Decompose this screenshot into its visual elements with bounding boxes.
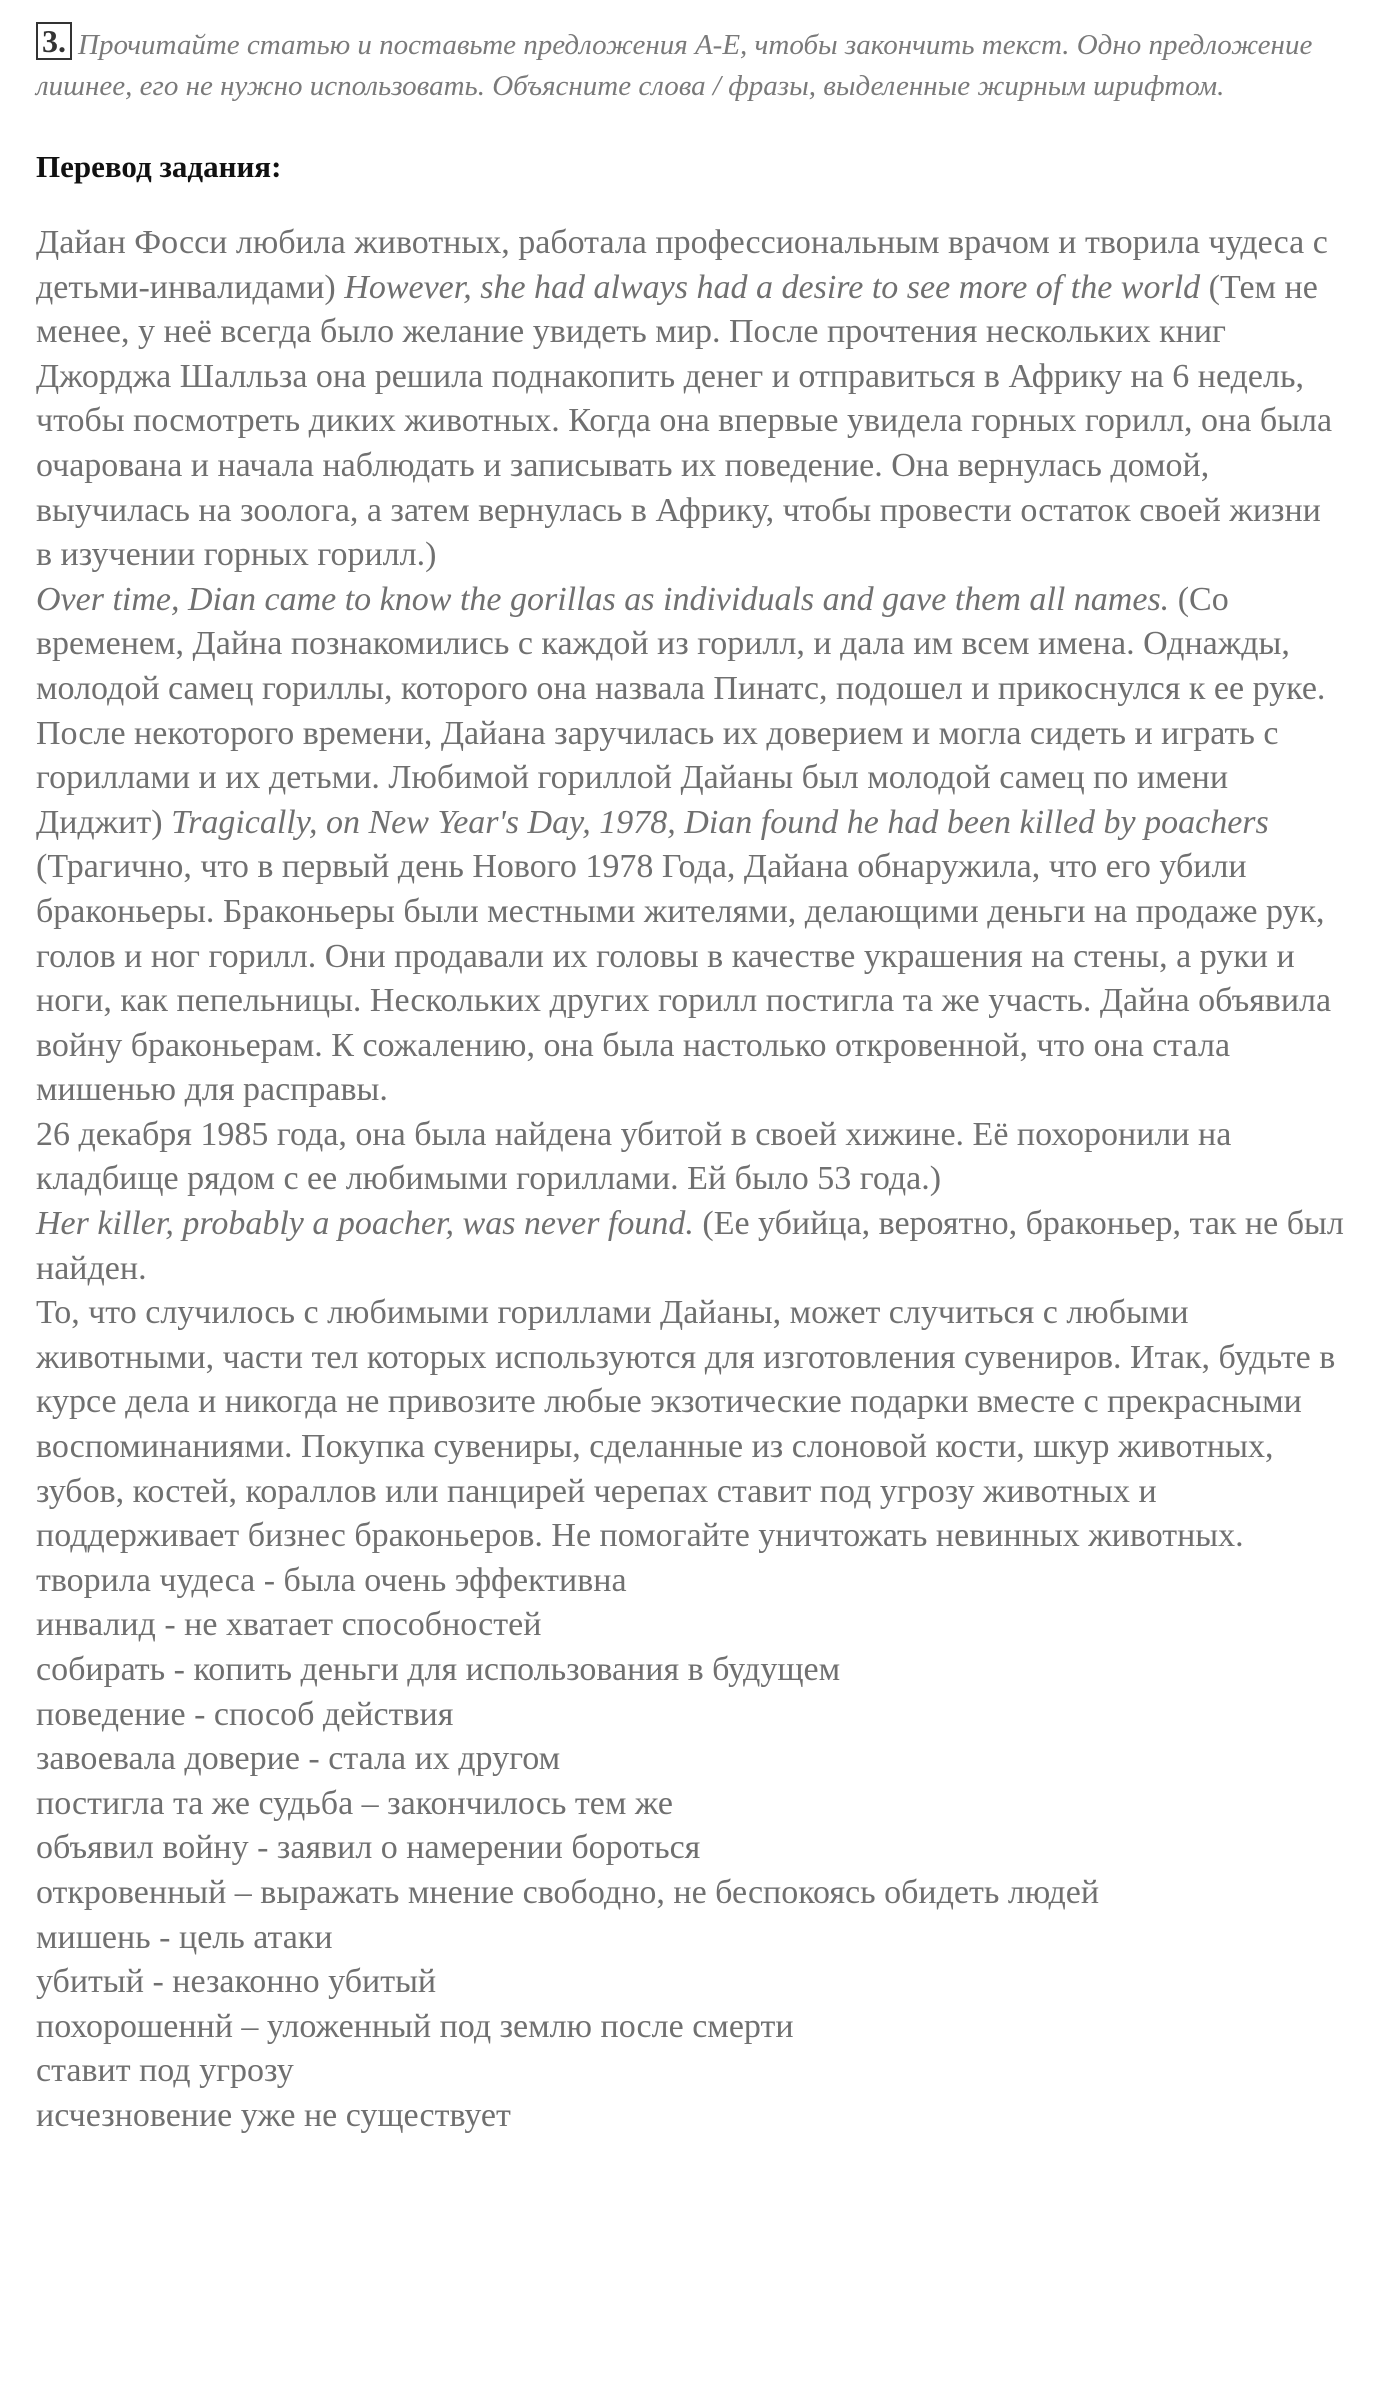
english-sentence: Her killer, probably a poacher, was never found. bbox=[36, 1205, 694, 1243]
english-sentence: However, she had always had a desire to see more of the world bbox=[344, 268, 1201, 306]
russian-text: (Ее убийца, вероятно, браконьер, так не был найден. bbox=[36, 1205, 1344, 1287]
glossary-item: объявил войну - заявил о намерении бороться bbox=[36, 1829, 701, 1867]
paragraph bbox=[36, 221, 1345, 578]
paragraph bbox=[36, 1113, 1345, 1202]
russian-text: (Тем не менее, у неё всегда было желание увидеть мир. После прочтения нескольких книг Джорджа Шалльза она решила поднакопить денег и отправиться в Африку на 6 недель, чтобы посмотреть диких животных. Когда она впервые увидела горных горилл, она была очарована и начала наблюдать и записывать их поведение. Она вернулась домой, выучилась на зоолога, а затем вернулась в Африку, чтобы провести остаток своей жизни в изучении горных горилл.) bbox=[36, 268, 1333, 574]
glossary-item: мишень - цель атаки bbox=[36, 1918, 333, 1956]
glossary-item: поведение - способ действия bbox=[36, 1695, 454, 1733]
english-sentence: Tragically, on New Year's Day, 1978, Dian found he had been killed by poachers bbox=[171, 803, 1269, 841]
paragraph bbox=[36, 578, 1345, 1113]
translation-body bbox=[36, 221, 1345, 2139]
russian-text: (Со временем, Дайна познакомились с каждой из горилл, и дала им всем имена. Однажды, молодой самец гориллы, которого она назвала Пинатс, подошел и прикоснулся к ее руке. После некоторого времени, Дайана заручилась их доверием и могла сидеть и играть с гориллами и их детьми. Любимой гориллой Дайаны был молодой самец по имени Диджит) bbox=[36, 580, 1326, 841]
glossary-item: ставит под угрозу bbox=[36, 2052, 294, 2090]
glossary-item: исчезновение уже не существует bbox=[36, 2096, 511, 2134]
russian-text: (Трагично, что в первый день Нового 1978 Года, Дайана обнаружила, что его убили браконьеры. Браконьеры были местными жителями, делающими деньги на продаже рук, голов и ног горилл. Они продавали их головы в качестве украшения на стены, а руки и ноги, как пепельницы. Нескольких других горилл постигла та же участь. Дайна объявила войну браконьерам. К сожалению, она была настолько откровенной, что она стала мишенью для расправы. bbox=[36, 848, 1332, 1109]
glossary-item: инвалид - не хватает способностей bbox=[36, 1606, 542, 1644]
task-instruction-block bbox=[36, 22, 1345, 107]
russian-text: Дайан Фосси любила животных, работала профессиональным врачом и творила чудеса с детьми-инвалидами) bbox=[36, 224, 1328, 306]
task-instruction: Прочитайте статью и поставьте предложения A-E, чтобы закончить текст. Одно предложение лишнее, его не нужно использовать. Объясните слова / фразы, выделенные жирным шрифтом. bbox=[36, 29, 1313, 102]
russian-text: 26 декабря 1985 года, она была найдена убитой в своей хижине. Её похоронили на кладбище рядом с ее любимыми гориллами. Ей было 53 года.) bbox=[36, 1115, 1232, 1198]
glossary-item: постигла та же судьба – закончилось тем же bbox=[36, 1784, 673, 1822]
glossary-item: завоевала доверие - стала их другом bbox=[36, 1740, 561, 1778]
glossary-list bbox=[36, 1559, 1345, 2139]
paragraph bbox=[36, 1202, 1345, 1291]
english-sentence: Over time, Dian came to know the gorillas as individuals and gave them all names. bbox=[36, 580, 1170, 618]
translation-heading: Перевод задания: bbox=[36, 149, 282, 184]
glossary-item: похорошеннй – уложенный под землю после смерти bbox=[36, 2007, 794, 2045]
glossary-item: откровенный – выражать мнение свободно, не беспокоясь обидеть людей bbox=[36, 1873, 1100, 1911]
russian-text: То, что случилось с любимыми гориллами Дайаны, может случиться с любыми животными, части тел которых используются для изготовления сувениров. Итак, будьте в курсе дела и никогда не привозите любые экзотические подарки вместе с прекрасными воспоминаниями. Покупка сувениры, сделанные из слоновой кости, шкур животных, зубов, костей, кораллов или панцирей черепах ставит под угрозу животных и поддерживает бизнес браконьеров. Не помогайте уничтожать невинных животных. bbox=[36, 1294, 1336, 1555]
glossary-item: собирать - копить деньги для использования в будущем bbox=[36, 1651, 841, 1688]
translation-paragraphs bbox=[36, 221, 1345, 1559]
task-number-box: 3. bbox=[36, 22, 72, 60]
glossary-item: творила чудеса - была очень эффективна bbox=[36, 1561, 627, 1599]
paragraph bbox=[36, 1291, 1345, 1559]
glossary-item: убитый - незаконно убитый bbox=[36, 1963, 437, 2001]
